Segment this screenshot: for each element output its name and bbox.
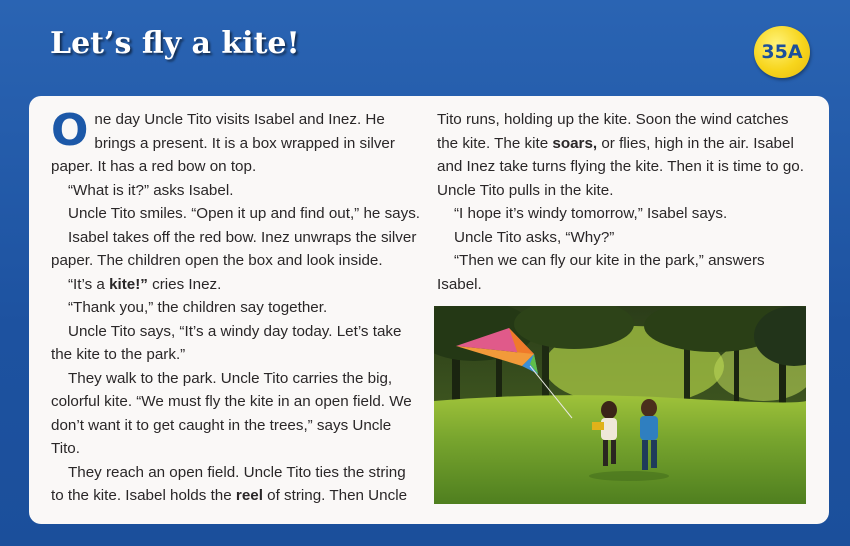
paragraph-text: ne day Uncle Tito visits Isabel and Inez. He brings a present. It is a box wrapped in silver paper. It has a red bow on top. bbox=[51, 111, 395, 175]
grass-field bbox=[434, 395, 806, 504]
story-column-right bbox=[437, 108, 809, 296]
vocab-word: soars, bbox=[552, 134, 598, 152]
vocab-word: kite!” bbox=[109, 275, 148, 293]
paragraph-text: “It’s a bbox=[68, 275, 110, 293]
story-panel bbox=[29, 96, 829, 524]
paragraph-text: or flies, high in the air. Isabel and Inez take turns flying the kite. Then it is time to go. Uncle Tito pulls in the kite. bbox=[437, 134, 804, 199]
paragraph bbox=[51, 105, 421, 179]
paragraph: “What is it?” asks Isabel. bbox=[68, 181, 234, 199]
paragraph: “Thank you,” the children say together. bbox=[68, 299, 328, 316]
paragraph-text: of string. Then Uncle bbox=[262, 487, 408, 504]
paragraph-text: cries Inez. bbox=[147, 275, 222, 293]
paragraph: Uncle Tito smiles. “Open it up and find out,” he says. bbox=[68, 205, 421, 222]
paragraph: “I hope it’s windy tomorrow,” Isabel says. bbox=[454, 205, 728, 222]
paragraph bbox=[437, 108, 809, 202]
paragraph: Uncle Tito asks, “Why?” bbox=[454, 228, 615, 246]
paragraph: Isabel takes off the red bow. Inez unwraps the silver paper. The children open the box and look inside. bbox=[51, 228, 417, 269]
kite-photo bbox=[434, 306, 806, 504]
paragraph-text: Tito runs, holding up the kite. Soon the wind catches the kite. The kite bbox=[437, 111, 789, 152]
page-badge: 35A bbox=[754, 26, 810, 78]
paragraph: Uncle Tito says, “It’s a windy day today. Let’s take the kite to the park.” bbox=[51, 322, 402, 363]
page-title: Let’s fly a kite! bbox=[50, 26, 300, 61]
vocab-word: reel bbox=[235, 487, 263, 504]
paragraph bbox=[51, 273, 421, 297]
story-column-left bbox=[51, 105, 421, 508]
paragraph: “Then we can fly our kite in the park,” answers Isabel. bbox=[437, 252, 765, 293]
paragraph: They walk to the park. Uncle Tito carries the big, colorful kite. “We must fly the kite in an open field. We don’t want it to get caught in the trees,” says Uncle Tito. bbox=[51, 369, 412, 457]
paragraph bbox=[51, 461, 421, 508]
drop-cap: O bbox=[51, 105, 89, 156]
paragraph-text: They reach an open field. Uncle Tito ties the string to the kite. Isabel holds the bbox=[51, 463, 406, 504]
kite-photo-illustration bbox=[434, 306, 806, 504]
